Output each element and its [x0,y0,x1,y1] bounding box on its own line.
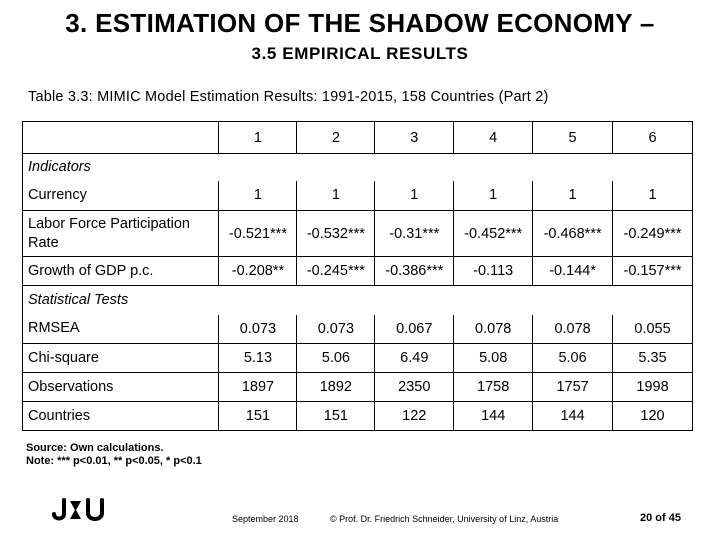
table-cell: 1757 [533,373,613,402]
table-cell: 0.073 [297,315,375,344]
footer-date: September 2018 [232,514,299,524]
table-cell: 0.078 [454,315,533,344]
table-cell: 1 [219,181,297,211]
table-cell: 6.49 [375,344,454,373]
source-text: Source: Own calculations. [26,442,164,454]
table-cell: -0.245*** [297,257,375,286]
row-label: Currency [23,181,219,211]
table-cell: 151 [297,402,375,431]
table-cell: 1 [613,181,693,211]
table-caption: Table 3.3: MIMIC Model Estimation Results: 1991-2015, 158 Countries (Part 2) [28,89,549,105]
page-number: 20 of 45 [640,512,681,524]
significance-note: Note: *** p<0.01, ** p<0.05, * p<0.1 [26,455,202,467]
table-cell: -0.521*** [219,211,297,257]
section-label-statistical-tests: Statistical Tests [23,286,693,315]
column-header: 1 [219,122,297,154]
table-cell: 1 [533,181,613,211]
table-cell: 5.06 [297,344,375,373]
table-row [23,211,693,257]
table-cell: 1758 [454,373,533,402]
table-cell: -0.113 [454,257,533,286]
table-cell: 144 [533,402,613,431]
table-cell: 151 [219,402,297,431]
column-header: 3 [375,122,454,154]
row-label: Countries [23,402,219,431]
source-note [26,442,202,468]
row-label: Growth of GDP p.c. [23,257,219,286]
table-cell: 2350 [375,373,454,402]
slide-title: 3. ESTIMATION OF THE SHADOW ECONOMY – [65,8,655,38]
jku-logo [50,497,114,528]
table-row [23,315,693,344]
table-cell: -0.452*** [454,211,533,257]
table-cell: 5.06 [533,344,613,373]
table-cell: -0.144* [533,257,613,286]
table-cell: -0.532*** [297,211,375,257]
row-label: Labor Force Participation Rate [23,211,219,257]
column-header: 6 [613,122,693,154]
header-empty-cell [23,122,219,154]
table-cell: 144 [454,402,533,431]
table-cell: 1897 [219,373,297,402]
table-cell: 0.055 [613,315,693,344]
table-cell: 1 [454,181,533,211]
table-row [23,181,693,211]
row-label: RMSEA [23,315,219,344]
footer-author: © Prof. Dr. Friedrich Schneider, University of Linz, Austria [330,514,559,524]
table-cell: 0.073 [219,315,297,344]
slide-subtitle: 3.5 EMPIRICAL RESULTS [251,44,469,63]
table-cell: -0.468*** [533,211,613,257]
column-header: 2 [297,122,375,154]
table-cell: 5.35 [613,344,693,373]
table-row [23,257,693,286]
column-header: 5 [533,122,613,154]
table-row [23,402,693,431]
table-header-row [23,122,693,154]
table-cell: 5.08 [454,344,533,373]
table-cell: -0.249*** [613,211,693,257]
table-row [23,373,693,402]
row-label: Observations [23,373,219,402]
table-cell: -0.386*** [375,257,454,286]
table-cell: 1998 [613,373,693,402]
table-cell: 1 [297,181,375,211]
section-row [23,154,693,181]
table-cell: 0.078 [533,315,613,344]
table-cell: -0.31*** [375,211,454,257]
table-cell: 0.067 [375,315,454,344]
table-cell: 122 [375,402,454,431]
section-label-indicators: Indicators [23,154,693,181]
results-table [22,121,693,431]
table-cell: 1 [375,181,454,211]
table-cell: 5.13 [219,344,297,373]
section-row [23,286,693,315]
table-cell: 1892 [297,373,375,402]
column-header: 4 [454,122,533,154]
row-label: Chi-square [23,344,219,373]
table-cell: -0.157*** [613,257,693,286]
table-row [23,344,693,373]
table-cell: 120 [613,402,693,431]
table-cell: -0.208** [219,257,297,286]
